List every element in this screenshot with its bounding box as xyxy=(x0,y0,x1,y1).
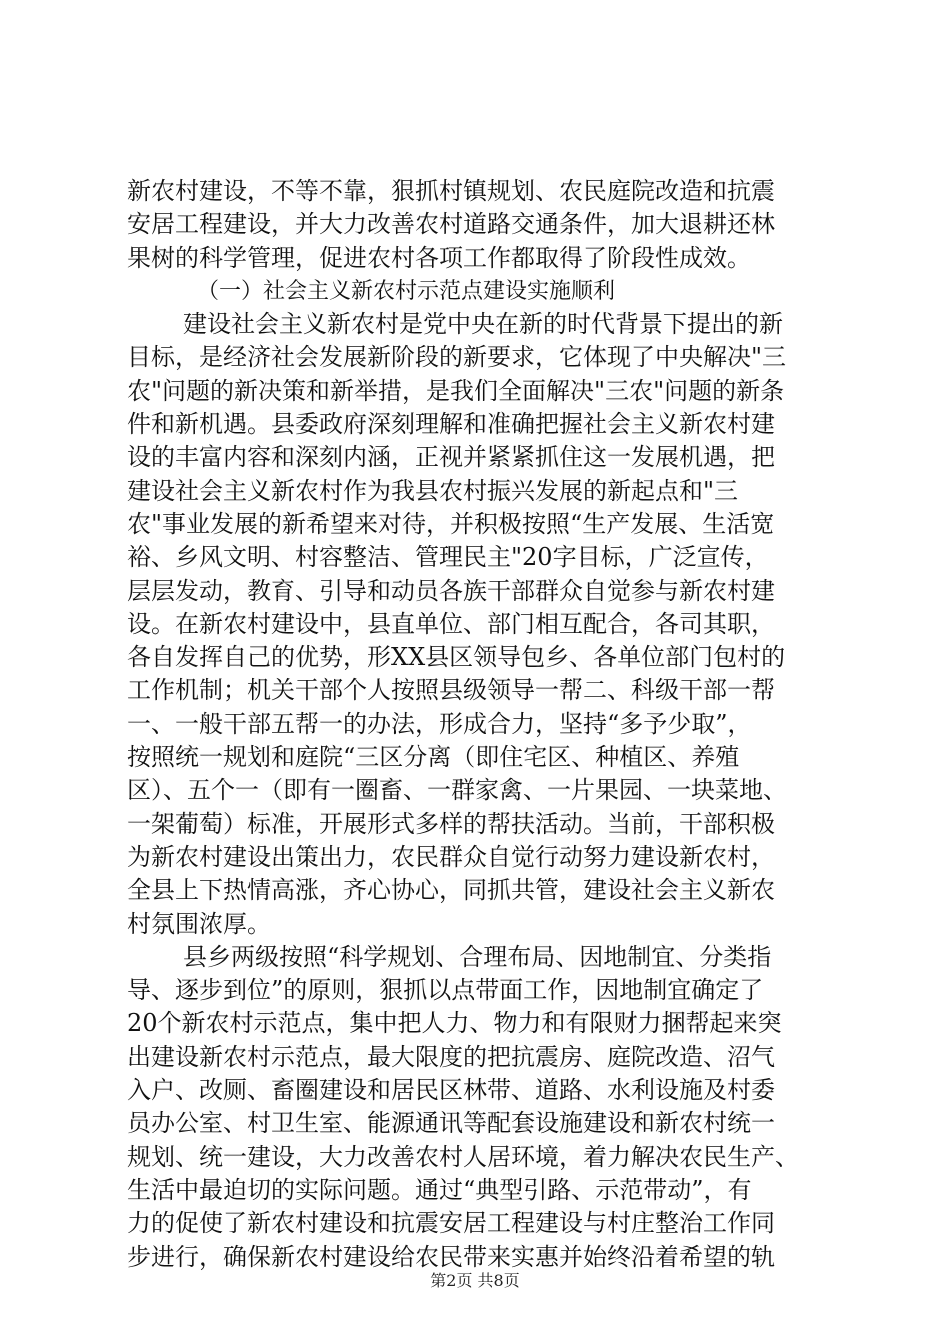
text-line: 员办公室、村卫生室、能源通讯等配套设施建设和新农村统一 xyxy=(127,1109,775,1138)
text-line: 各自发挥自己的优势，形XX县区领导包乡、各单位部门包村的 xyxy=(127,643,786,672)
text-line: 入户、改厕、畜圈建设和居民区林带、道路、水利设施及村委 xyxy=(127,1076,775,1105)
text-line: 农"事业发展的新希望来对待，并积极按照“生产发展、生活宽 xyxy=(127,509,775,538)
text-line: 村氛围浓厚。 xyxy=(127,909,271,938)
intro-paragraph xyxy=(127,175,827,275)
document-body xyxy=(127,175,827,1274)
page-number-footer: 第2页 共8页 xyxy=(430,1271,520,1290)
text-line: 一、一般干部五帮一的办法，形成合力，坚持“多予少取”， xyxy=(127,709,752,738)
text-line: 层层发动，教育、引导和动员各族干部群众自觉参与新农村建 xyxy=(127,576,775,605)
text-line: 出建设新农村示范点，最大限度的把抗震房、庭院改造、沼气 xyxy=(127,1042,775,1071)
text-line: 工作机制；机关干部个人按照县级领导一帮二、科级干部一帮 xyxy=(127,676,775,705)
text-line: 力的促使了新农村建设和抗震安居工程建设与村庄整治工作同 xyxy=(127,1209,775,1238)
text-line: 生活中最迫切的实际问题。通过“典型引路、示范带动”，有 xyxy=(127,1175,752,1204)
text-line: 区）、五个一（即有一圈畜、一群家禽、一片果园、一块菜地、 xyxy=(127,776,787,805)
text-line: 全县上下热情高涨，齐心协心，同抓共管，建设社会主义新农 xyxy=(127,876,775,905)
text-line: 果树的科学管理，促进农村各项工作都取得了阶段性成效。 xyxy=(127,243,751,272)
text-line: 设的丰富内容和深刻内涵，正视并紧紧抓住这一发展机遇，把 xyxy=(127,443,775,472)
text-line: 规划、统一建设，大力改善农村人居环境，着力解决农民生产、 xyxy=(127,1142,799,1171)
text-line: 按照统一规划和庭院“三区分离（即住宅区、种植区、养殖 xyxy=(127,743,740,772)
section-heading: （一）社会主义新农村示范点建设实施顺利 xyxy=(197,278,616,304)
text-line: 新农村建设，不等不靠，狠抓村镇规划、农民庭院改造和抗震 xyxy=(127,177,775,205)
text-line: 为新农村建设出策出力，农民群众自觉行动努力建设新农村， xyxy=(127,842,775,871)
text-line: 安居工程建设，并大力改善农村道路交通条件，加大退耕还林 xyxy=(127,210,775,239)
paragraph-1 xyxy=(127,308,827,941)
text-line: 农"问题的新决策和新举措，是我们全面解决"三农"问题的新条 xyxy=(127,376,785,405)
text-line: 导、逐步到位”的原则，狠抓以点带面工作，因地制宜确定了 xyxy=(127,976,764,1005)
text-line: 件和新机遇。县委政府深刻理解和准确把握社会主义新农村建 xyxy=(127,410,775,439)
text-line: 20个新农村示范点，集中把人力、物力和有限财力捆帮起来突 xyxy=(127,1009,782,1038)
text-line: 裕、乡风文明、村容整洁、管理民主"20字目标，广泛宣传， xyxy=(127,543,769,572)
text-line: 县乡两级按照“科学规划、合理布局、因地制宜、分类指 xyxy=(183,942,772,971)
text-line: 一架葡萄）标准，开展形式多样的帮扶活动。当前，干部积极 xyxy=(127,809,775,838)
paragraph-2 xyxy=(127,941,827,1274)
text-line: 目标，是经济社会发展新阶段的新要求，它体现了中央解决"三 xyxy=(127,343,787,372)
text-line: 设。在新农村建设中，县直单位、部门相互配合，各司其职， xyxy=(127,609,775,638)
text-line: 建设社会主义新农村作为我县农村振兴发展的新起点和"三 xyxy=(127,476,739,505)
text-line: 建设社会主义新农村是党中央在新的时代背景下提出的新 xyxy=(183,310,783,339)
text-line: 步进行，确保新农村建设给农民带来实惠并始终沿着希望的轨 xyxy=(127,1242,775,1271)
